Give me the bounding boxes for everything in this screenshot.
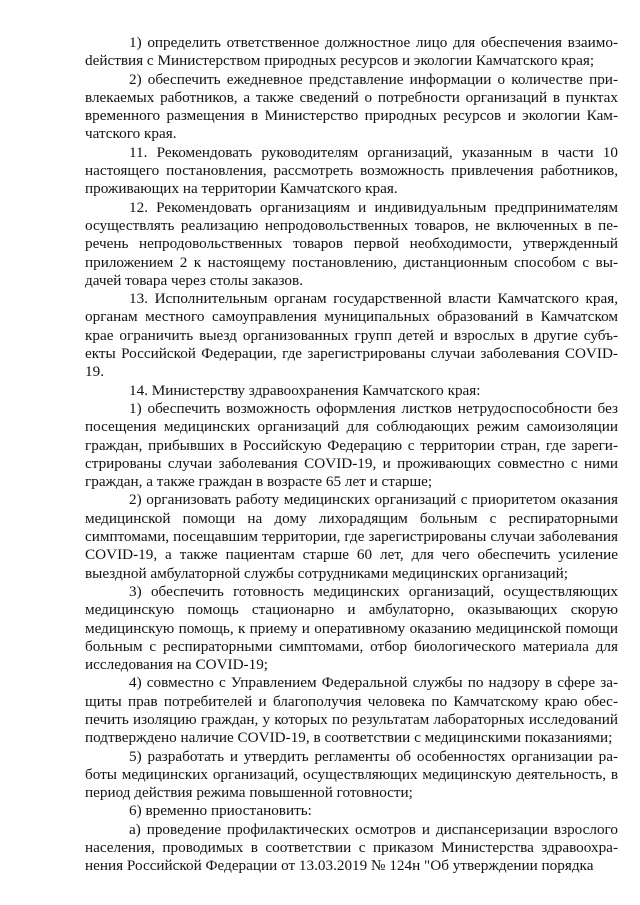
paragraph-item-2-daily-report: 2) обеспечить ежедневное представление информации о количестве привлекаемых работников, а также сведений о потребности организаций в пунктах временного размещения в Министерство природных ресурсов и экологии Камчатского края. [85,70,618,143]
paragraph-item-6-suspend: 6) временно приостановить: [129,802,312,820]
paragraph-item-2-home-care: 2) организовать работу медицинских организаций с приоритетом оказания медицинской помощи на дому лихорадящим больным с респираторными симптомами, посещавшим территории, где зарегистрированы случаи заболевания COVID-19, а также пациентам старше 60 лет, для чего обеспечить усиление выездной амбулаторной службы сотрудниками медицинских организаций; [85,491,618,582]
paragraph-item-a-checkups: а) проведение профилактических осмотров и диспансеризации взрослого населения, проводимых в соответствии с приказом Министерства здравоохранения Российской Федерации от 13.03.2019 № 124н "Об утверждении порядка [85,820,618,875]
paragraph-item-4-isolation: 4) совместно с Управлением Федеральной службы по надзору в сфере защиты прав потребителей и благополучия человека по Камчатскому краю обеспечить изоляцию граждан, у которых по результатам лабораторных исследований подтверждено наличие COVID-19, в соответствии с медицинскими показаниями; [85,674,618,747]
paragraph-item-1-contact-person: 1) определить ответственное должностное лицо для обеспечения взаимоdействия с Министерством природных ресурсов и экологии Камчатского края; [85,34,618,70]
paragraph-item-1-sick-leave: 1) обеспечить возможность оформления листков нетрудоспособности без посещения медицинских организаций для соблюдающих режим самоизоляции граждан, прибывших в Российскую Федерацию с территории стран, где зарегистрированы случаи заболевания COVID-19, и проживающих совместно с ними граждан, а также граждан в возрасте 65 лет и старше; [85,399,618,491]
paragraph-clause-12: 12. Рекомендовать организациям и индивидуальным предпринимателям осуществлять реализацию непродовольственных товаров, не включенных в перечень непродовольственных товаров первой необходимости, утвержденный приложением 2 к настоящему постановлению, дистанционным способом с выдачей товара через столы заказов. [85,198,618,289]
paragraph-clause-14: 14. Министерству здравоохранения Камчатского края: [129,381,481,399]
paragraph-item-3-readiness: 3) обеспечить готовность медицинских организаций, осуществляющих медицинскую помощь стационарно и амбулаторно, оказывающих скорую медицинскую помощь, к приему и оперативному оказанию медицинской помощи больным с респираторными симптомами, отбор биологического материала для исследования на COVID-19; [85,582,618,674]
paragraph-item-5-regulations: 5) разработать и утвердить регламенты об особенностях организации работы медицинских организаций, осуществляющих медицинскую деятельность, в период действия режима повышенной готовности; [85,747,618,802]
document-body [85,34,618,876]
paragraph-clause-13: 13. Исполнительным органам государственной власти Камчатского края, органам местного самоуправления муниципальных образований в Камчатском крае ограничить выезд организованных групп детей и взрослых в другие субъекты Российской Федерации, где зарегистрированы случаи заболевания COVID-19. [85,290,618,381]
paragraph-clause-11: 11. Рекомендовать руководителям организаций, указанным в части 10 настоящего постановления, рассмотреть возможность привлечения работников, проживающих на территории Камчатского края. [85,143,618,198]
